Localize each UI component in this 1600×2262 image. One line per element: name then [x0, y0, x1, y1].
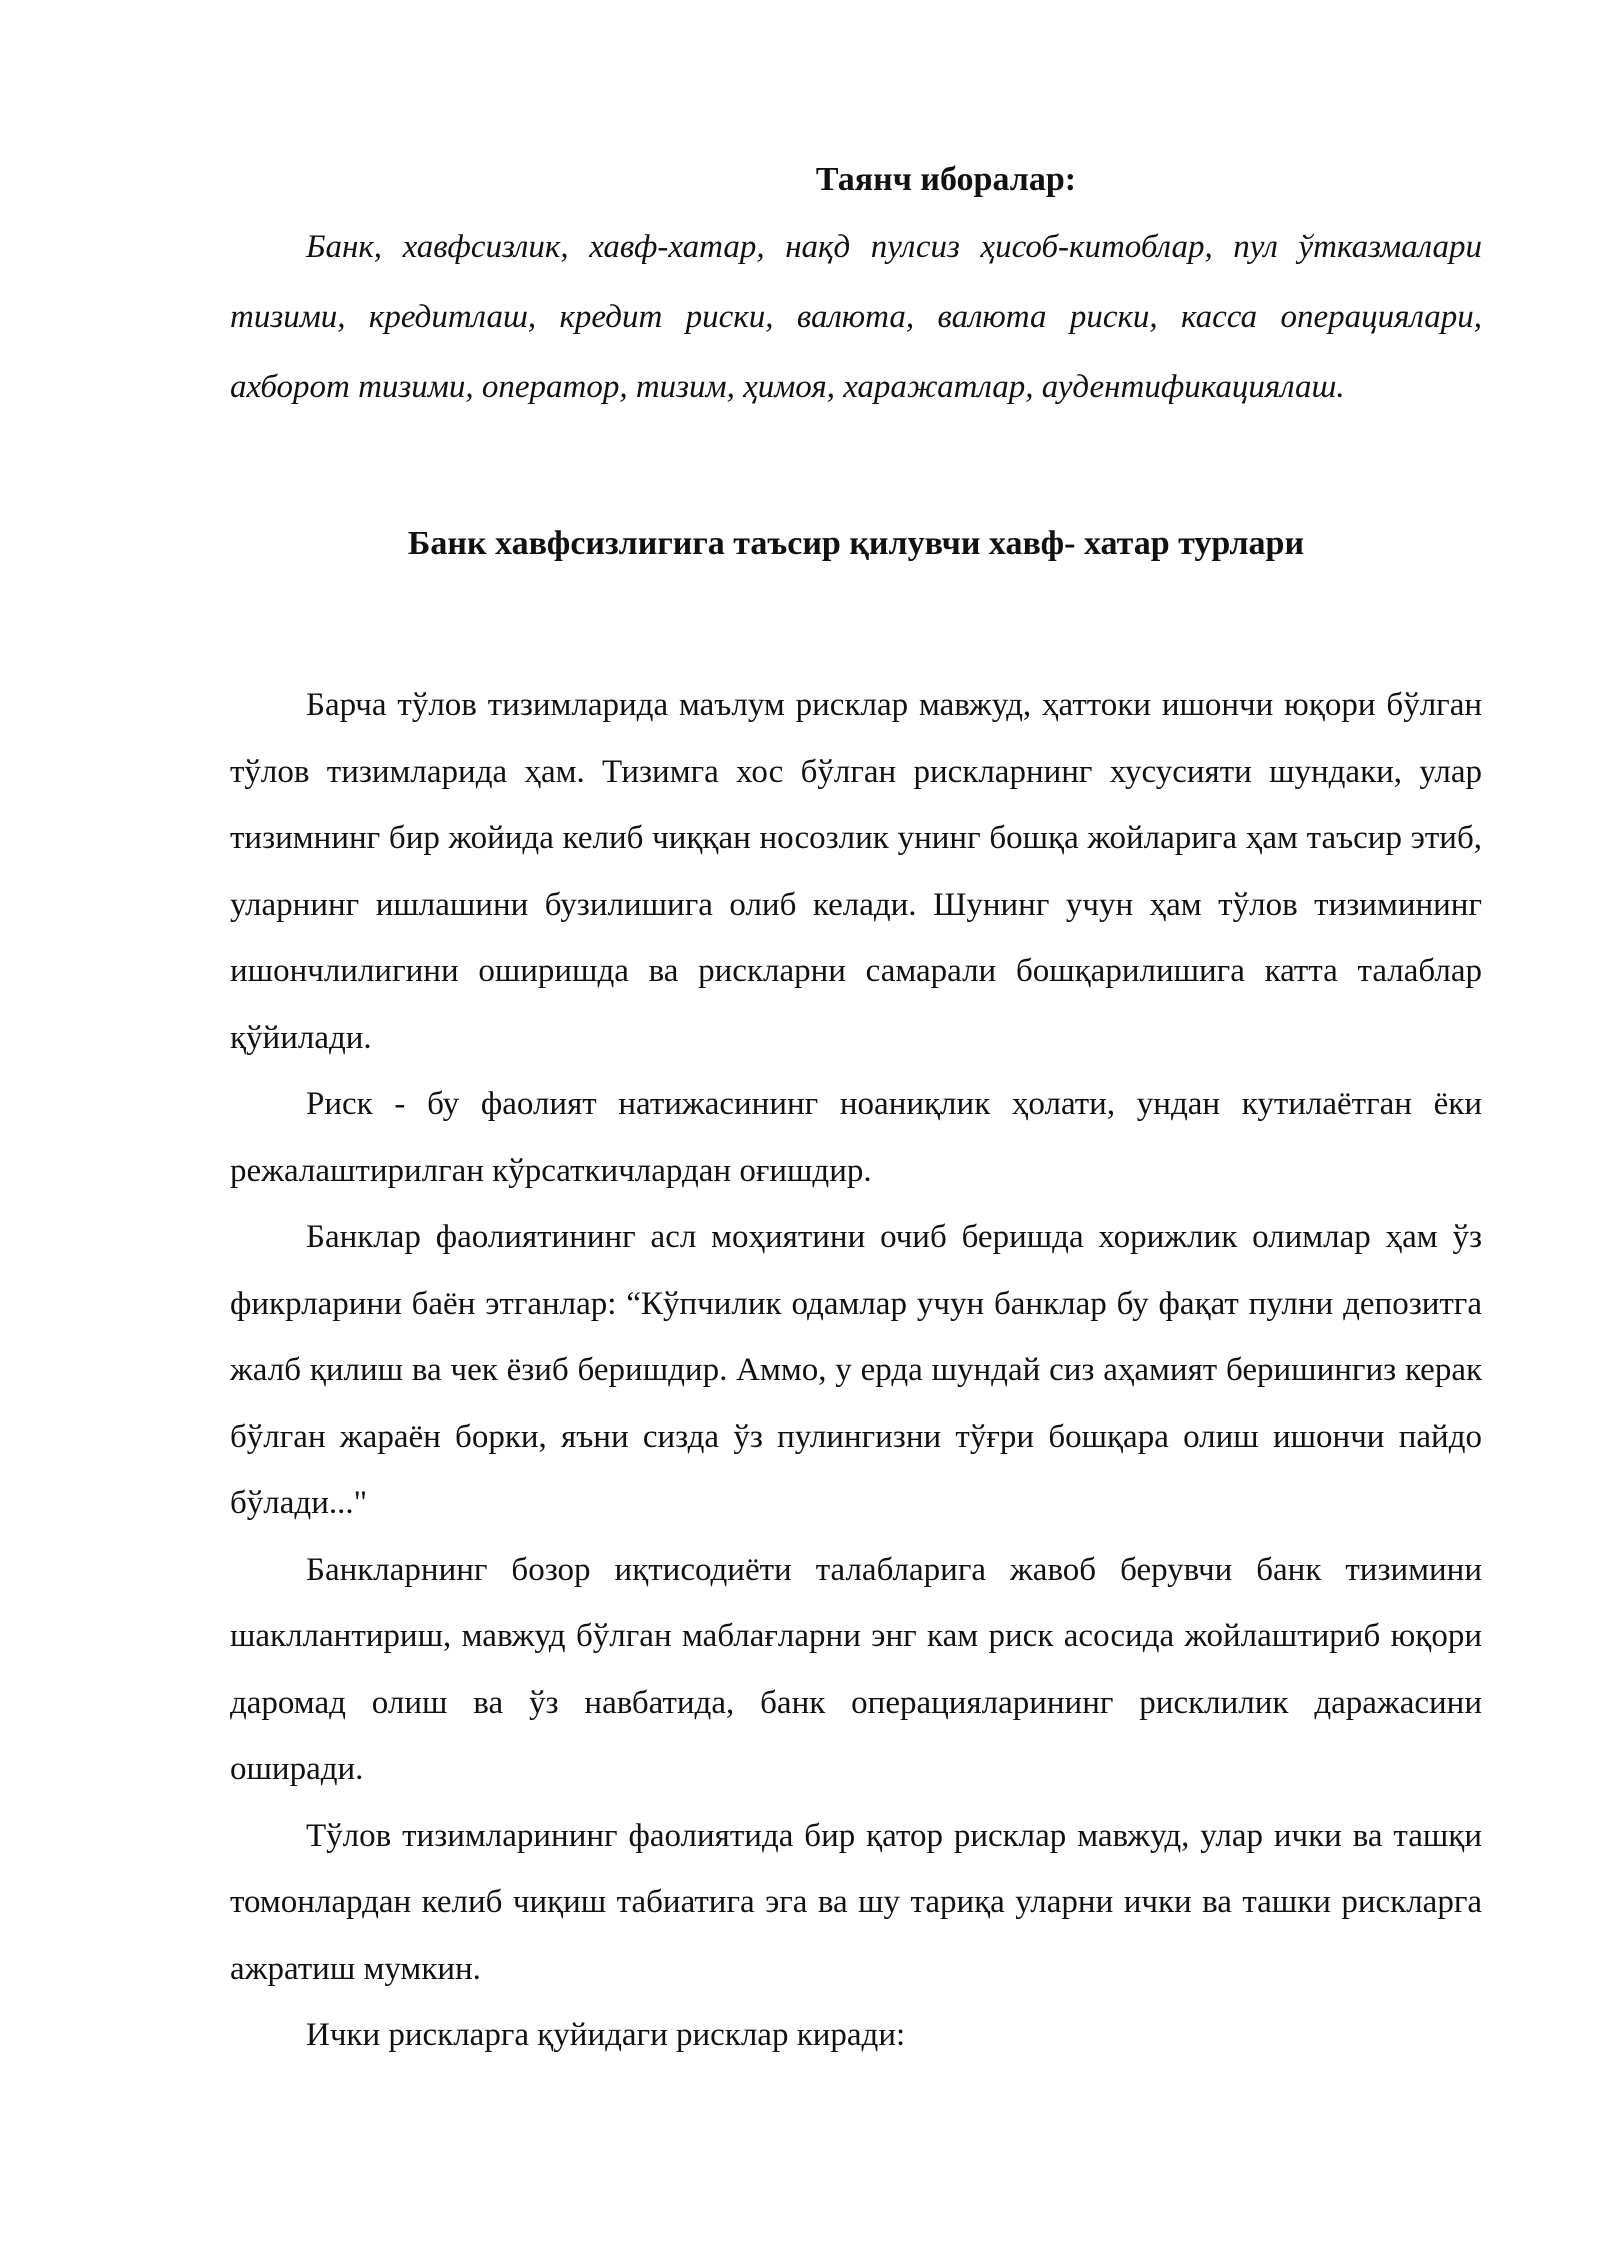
keywords-list: Банк, хавфсизлик, хавф-хатар, нақд пулсиз ҳисоб-китоблар, пул ўтказмалари тизими, кредитлаш, кредит риски, валюта, валюта риски, касса операциялари, ахборот тизими, оператор, тизим, ҳимоя, харажатлар, аудентификациялаш.	[230, 229, 1482, 405]
paragraph: Риск - бу фаолият натижасининг ноаниқлик ҳолати, ундан кутилаётган ёки режалаштирилган кўрсаткичлардан оғишдир.	[230, 1086, 1482, 1189]
page-content	[230, 150, 1482, 2069]
paragraph: Банкларнинг бозор иқтисодиёти талабларига жавоб берувчи банк тизимини шакллантириш, мавжуд бўлган маблағларни энг кам риск асосида жойлаштириб юқори даромад олиш ва ўз навбатида, банк операцияларининг рисклилик даражасини оширади.	[230, 1551, 1482, 1787]
paragraph: Банклар фаолиятининг асл моҳиятини очиб беришда хорижлик олимлар ҳам ўз фикрларини баён этганлар: “Кўпчилик одамлар учун банклар бу фақат пулни депозитга жалб қилиш ва чек ёзиб беришдир. Аммо, у ерда шундай сиз аҳамият беришингиз керак бўлган жараён борки, яъни сизда ўз пулингизни тўғри бошқара олиш ишончи пайдо бўлади..."	[230, 1219, 1482, 1521]
keywords-heading: Таянч иборалар:	[815, 161, 1077, 198]
body-text	[230, 672, 1482, 2069]
paragraph: Ички рискларга қуйидаги рисклар киради:	[306, 2017, 906, 2053]
paragraph: Барча тўлов тизимларида маълум рисклар мавжуд, ҳаттоки ишончи юқори бўлган тўлов тизимларида ҳам. Тизимга хос бўлган рискларнинг хусусияти шундаки, улар тизимнинг бир жойида келиб чиққан носозлик унинг бошқа жойларига ҳам таъсир этиб, уларнинг ишлашини бузилишига олиб келади. Шунинг учун ҳам тўлов тизимининг ишончлилигини оширишда ва рискларни самарали бошқарилишига катта талаблар қўйилади.	[230, 687, 1482, 1056]
paragraph: Тўлов тизимларининг фаолиятида бир қатор рисклар мавжуд, улар ички ва ташқи томонлардан келиб чиқиш табиатига эга ва шу тариқа уларни ички ва ташки рискларга ажратиш мумкин.	[230, 1817, 1482, 1987]
section-heading: Банк хавфсизлигига таъсир қилувчи хавф- хатар турлари	[407, 525, 1305, 562]
